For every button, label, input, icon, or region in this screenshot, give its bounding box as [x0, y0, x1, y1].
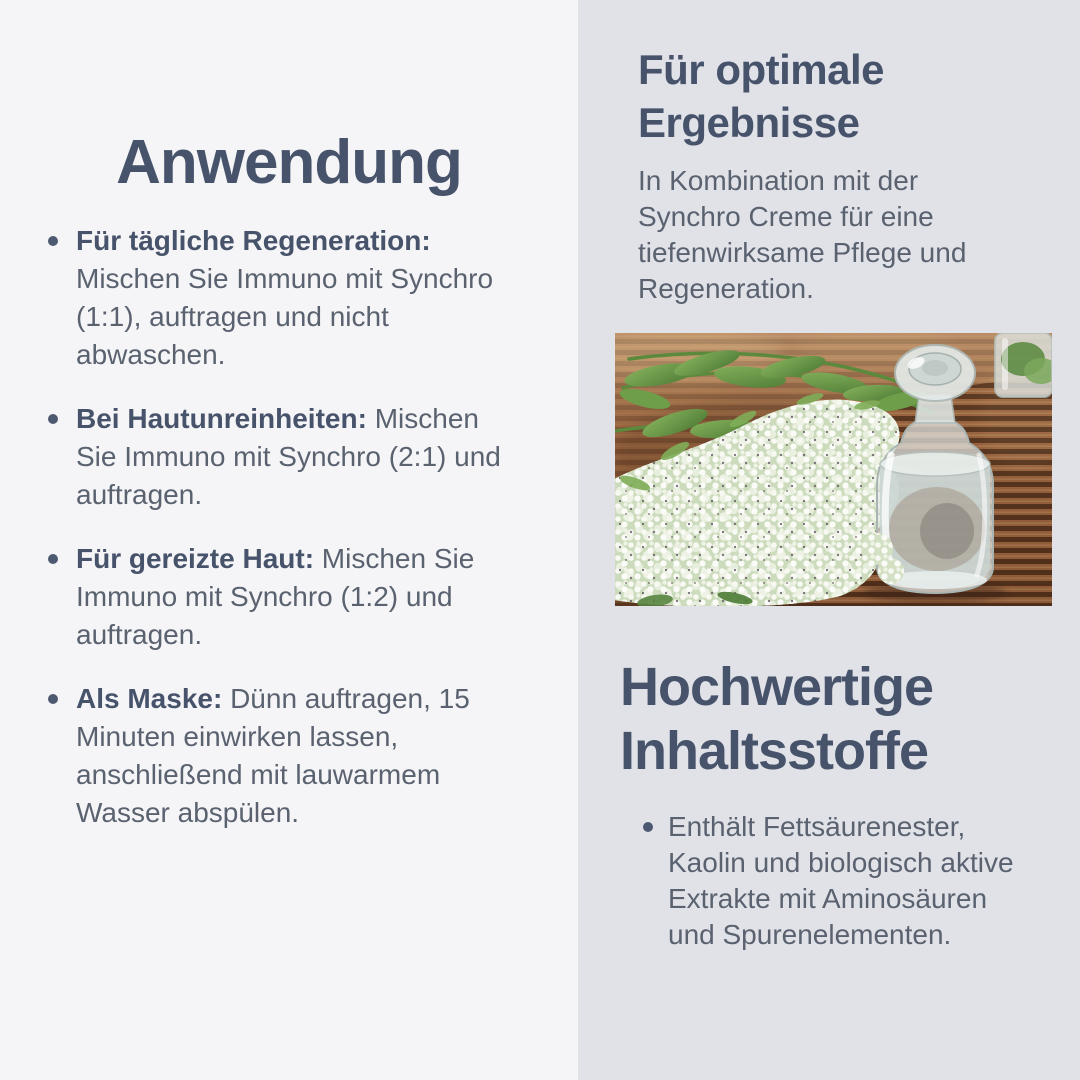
ingredients-list	[578, 809, 1080, 953]
usage-lead: Für tägliche Regeneration:	[76, 225, 431, 257]
bullet-dot	[48, 236, 58, 246]
usage-detail: Mischen Sie Immuno mit Synchro (1:1), auftragen und nicht abwaschen.	[76, 263, 494, 371]
ingredient-photo	[615, 333, 1052, 606]
bullet-dot	[643, 822, 653, 832]
usage-list	[0, 222, 578, 832]
bullet-dot	[48, 554, 58, 564]
optimal-results-text: In Kombination mit der Synchro Creme für eine tiefenwirksame Pflege und Regeneration.	[638, 165, 967, 304]
usage-text	[76, 222, 526, 374]
optimal-results-heading: Für optimale Ergebnisse	[638, 46, 885, 146]
usage-lead: Bei Hautunreinheiten:	[76, 403, 367, 435]
ingredients-heading: Hochwertige Inhaltsstoffe	[620, 657, 934, 781]
usage-text	[76, 400, 526, 514]
usage-item	[48, 222, 526, 374]
bullet-dot	[48, 414, 58, 424]
ingredient-text: Enthält Fettsäurenester, Kaolin und biologisch aktive Extrakte mit Aminosäuren und Spurenelementen.	[668, 811, 1014, 951]
yarrow-bottle-photo-illustration	[615, 333, 1052, 606]
usage-lead: Als Maske:	[76, 683, 223, 715]
usage-item	[48, 680, 526, 832]
bullet-dot	[48, 694, 58, 704]
usage-item	[48, 540, 526, 654]
usage-detail: Mischen Sie Immuno mit Synchro (2:1) und auftragen.	[76, 403, 501, 511]
ingredient-item	[643, 809, 1080, 953]
usage-item	[48, 400, 526, 514]
usage-lead: Für gereizte Haut:	[76, 543, 315, 575]
usage-text	[76, 680, 526, 832]
usage-detail: Dünn auftragen, 15 Minuten einwirken lassen, anschließend mit lauwarmem Wasser abspülen.	[76, 683, 470, 829]
right-panel	[578, 0, 1080, 1080]
usage-text	[76, 540, 526, 654]
usage-detail: Mischen Sie Immuno mit Synchro (1:2) und auftragen.	[76, 543, 475, 651]
left-heading: Anwendung	[116, 128, 462, 197]
